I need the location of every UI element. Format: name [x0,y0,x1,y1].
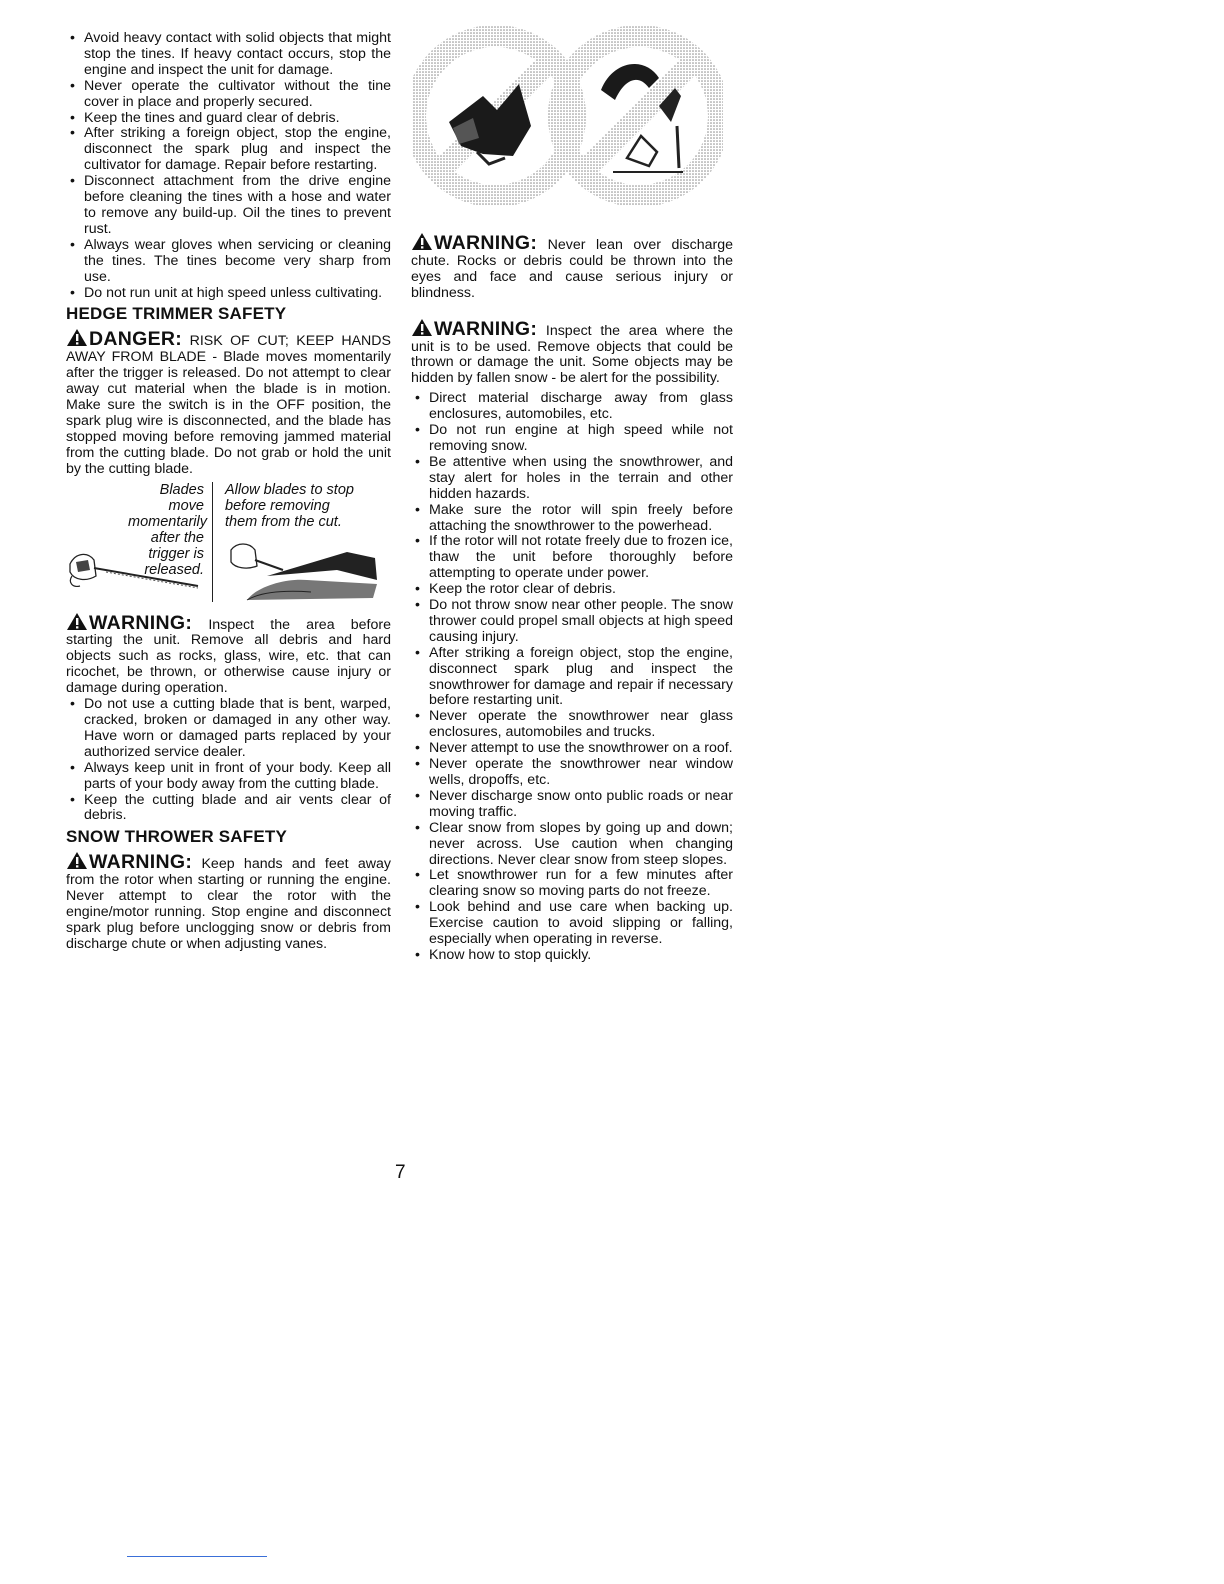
hedge-cutting-illustration [227,540,377,602]
snow-bullet-list [411,391,733,964]
figure-caption-left: Blades move momentarily after the trigger is released. [128,481,207,578]
snow-thrower-heading: SNOW THROWER SAFETY [66,827,288,847]
cultivator-bullet-list [66,31,391,301]
list-item: • Always keep unit in front of your body. Keep all parts of your body away from the cutting blade. [66,761,391,793]
list-item: • Do not use a cutting blade that is bent, warped, cracked, broken or damaged in any other way. Have worn or damaged parts replaced by your authorized service dealer. [66,697,391,761]
warning-label: WARNING: [89,611,193,634]
list-item: • After striking a foreign object, stop the engine, disconnect the spark plug and inspect the cultivator for damage. Repair before restarting. [66,126,391,174]
list-item: • Do not run unit at high speed unless cultivating. [66,286,391,302]
warning-text: Inspect the area where the unit is to be used. Remove objects that could be thrown or damage the unit. Some objects may be hidden by fallen snow - be alert for the possibility. [411,322,733,387]
warning-triangle-icon [66,612,88,631]
list-item: • After striking a foreign object, stop the engine, disconnect spark plug and inspect the snowthrower for damage and repair if necessary before restarting unit. [411,646,733,710]
page-number: 7 [395,1162,406,1183]
warning-label: WARNING: [434,232,538,254]
list-item: • Do not run engine at high speed while not removing snow. [411,423,733,455]
list-item: • Keep the rotor clear of debris. [411,582,733,598]
hedge-trimmer-heading: HEDGE TRIMMER SAFETY [66,304,287,324]
danger-label: DANGER: [89,328,183,351]
list-item: • Never operate the snowthrower near window wells, dropoffs, etc. [411,757,733,789]
list-item: • Disconnect attachment from the drive engine before cleaning the tines with a hose and water to remove any build-up. Oil the tines to prevent rust. [66,174,391,238]
list-item: • Do not throw snow near other people. The snow thrower could propel small objects at high speed causing injury. [411,598,733,646]
warning-triangle-icon [66,851,88,870]
snow-warning-notice [66,851,391,952]
list-item: • Know how to stop quickly. [411,948,733,964]
warning-label: WARNING: [434,317,538,340]
list-item: • Direct material discharge away from glass enclosures, automobiles, etc. [411,391,733,423]
warning-text: Inspect the area before starting the unit. Remove all debris and hard objects such as rocks, glass, wire, etc. that can ricochet, be thrown, or otherwise cause injury or damage during operation. [66,616,391,697]
figure-caption-right: Allow blades to stop before removing them from the cut. [225,481,354,530]
warning-text: Never lean over discharge chute. Rocks or debris could be thrown into the eyes and face and cause serious injury or blindness. [411,237,734,301]
list-item: • Make sure the rotor will spin freely before attaching the snowthrower to the powerhead. [411,503,733,535]
warning-label: WARNING: [89,851,193,874]
warning-triangle-icon [411,232,433,251]
area-warning-notice [411,318,733,388]
list-item: • Never operate the snowthrower near glass enclosures, automobiles and trucks. [411,709,733,741]
hedge-trimmer-figure [66,482,391,602]
chute-warning-notice [411,232,733,302]
list-item: • Keep the cutting blade and air vents clear of debris. [66,793,391,825]
hedge-warning-notice [66,612,391,698]
warning-triangle-icon [66,328,88,347]
no-lean-no-hands-illustration [413,26,723,206]
list-item: • Clear snow from slopes by going up and down; never across. Use caution when changing directions. Never clear snow from steep slopes. [411,821,733,869]
list-item: • If the rotor will not rotate freely due to frozen ice, thaw the unit before thoroughly before attempting to operate under power. [411,534,733,582]
list-item: • Never operate the cultivator without the tine cover in place and properly secured. [66,79,391,111]
danger-notice [66,328,391,477]
figure-left-panel [66,482,213,602]
list-item: • Always wear gloves when servicing or cleaning the tines. The tines become very sharp from use. [66,238,391,286]
left-column [66,31,391,953]
list-item: • Keep the tines and guard clear of debris. [66,111,391,127]
hedge-bullet-list [66,697,391,824]
footer-rule [127,1556,267,1557]
list-item: • Be attentive when using the snowthrower, and stay alert for holes in the terrain and other hidden hazards. [411,455,733,503]
list-item: • Look behind and use care when backing up. Exercise caution to avoid slipping or falling, especially when operating in reverse. [411,900,733,948]
warning-text: Keep hands and feet away from the rotor when starting or running the engine. Never attempt to clear the rotor with the engine/motor running. Stop engine and disconnect spark plug before unclogging snow or debris from discharge chute or when adjusting vanes. [66,856,391,952]
prohibition-pictograms [413,26,723,206]
right-column [411,26,733,964]
list-item: • Never discharge snow onto public roads or near moving traffic. [411,789,733,821]
list-item: • Let snowthrower run for a few minutes after clearing snow so moving parts do not freeze. [411,868,733,900]
figure-right-panel [213,482,391,602]
hedge-trimmer-illustration [66,542,200,596]
warning-triangle-icon [411,318,433,337]
list-item: • Never attempt to use the snowthrower on a roof. [411,741,733,757]
list-item: • Avoid heavy contact with solid objects that might stop the tines. If heavy contact occurs, stop the engine and inspect the unit for damage. [66,31,391,79]
danger-text: RISK OF CUT; KEEP HANDS AWAY FROM BLADE - Blade moves momentarily after the trigger is released. Do not attempt to clear away cut material when the blade is in motion. Make sure the switch is in the OFF position, the spark plug wire is disconnected, and the blade has stopped moving before removing jammed material from the cutting blade. Do not grab or hold the unit by the cutting blade. [66,333,391,477]
